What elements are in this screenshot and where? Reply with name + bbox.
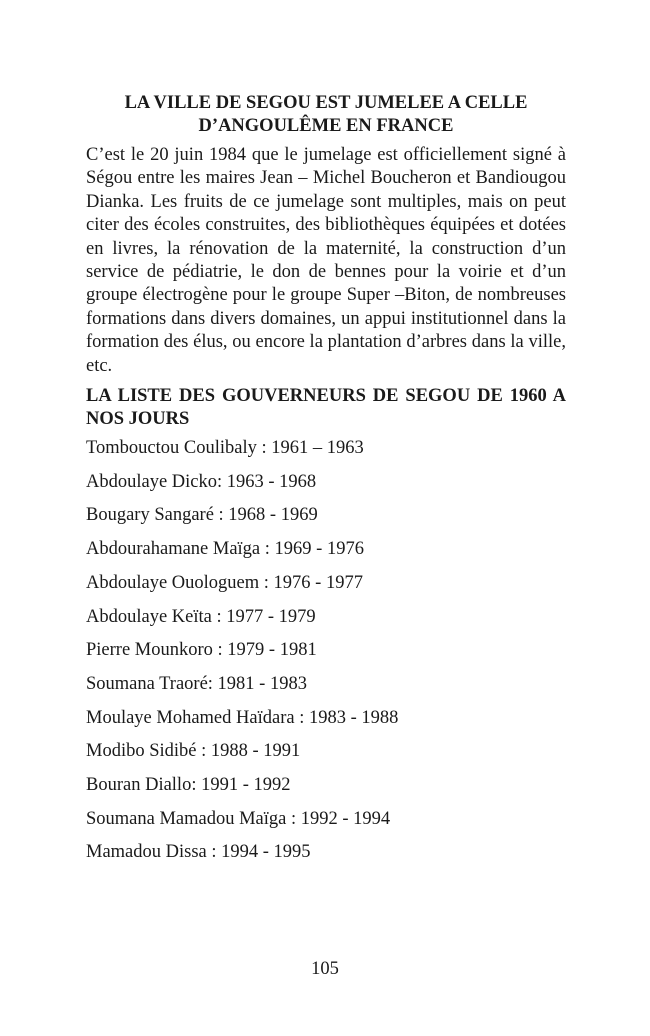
list-item: Soumana Mamadou Maïga : 1992 - 1994	[86, 808, 391, 829]
list-item: Mamadou Dissa : 1994 - 1995	[86, 842, 311, 863]
section-title-governors: LA LISTE DES GOUVERNEURS DE SEGOU DE 1960 A NOS JOURS	[86, 386, 566, 430]
list-item: Pierre Mounkoro : 1979 - 1981	[86, 640, 317, 661]
list-item: Abdourahamane Maïga : 1969 - 1976	[86, 539, 364, 560]
list-item: Soumana Traoré: 1981 - 1983	[86, 673, 307, 694]
section-title-line-1: LA VILLE DE SEGOU EST JUMELEE A CELLE	[124, 93, 528, 113]
list-item: Bouran Diallo: 1991 - 1992	[86, 774, 291, 795]
list-item: Abdoulaye Ouologuem : 1976 - 1977	[86, 572, 363, 593]
list-item: Abdoulaye Dicko: 1963 - 1968	[86, 471, 317, 492]
list-item: Tombouctou Coulibaly : 1961 – 1963	[86, 438, 364, 459]
page-content	[86, 92, 566, 875]
governors-list	[86, 437, 566, 875]
list-item: Bougary Sangaré : 1968 - 1969	[86, 505, 318, 526]
list-item: Moulaye Mohamed Haïdara : 1983 - 1988	[86, 707, 399, 728]
page-number: 105	[311, 959, 339, 979]
list-item: Modibo Sidibé : 1988 - 1991	[86, 741, 301, 762]
section-title-line-2: D’ANGOULÊME EN FRANCE	[198, 116, 454, 136]
list-item: Abdoulaye Keïta : 1977 - 1979	[86, 606, 316, 627]
section-title-jumelage	[86, 92, 566, 138]
jumelage-paragraph: C’est le 20 juin 1984 que le jumelage est officiellement signé à Ségou entre les maires Jean – Michel Boucheron et Bandiougou Dianka. Les fruits de ce jumelage sont multiples, mais on peut citer des écoles construites, des bibliothèques équipées et dotées en livres, la rénovation de la maternité, la construction d’un service de pédiatrie, le don de bennes pour la voirie et d’un groupe électrogène pour le groupe Super –Biton, de nombreuses formations dans divers domaines, un appui institutionnel dans la formation des élus, ou encore la plantation d’arbres dans la ville, etc.	[86, 145, 566, 376]
